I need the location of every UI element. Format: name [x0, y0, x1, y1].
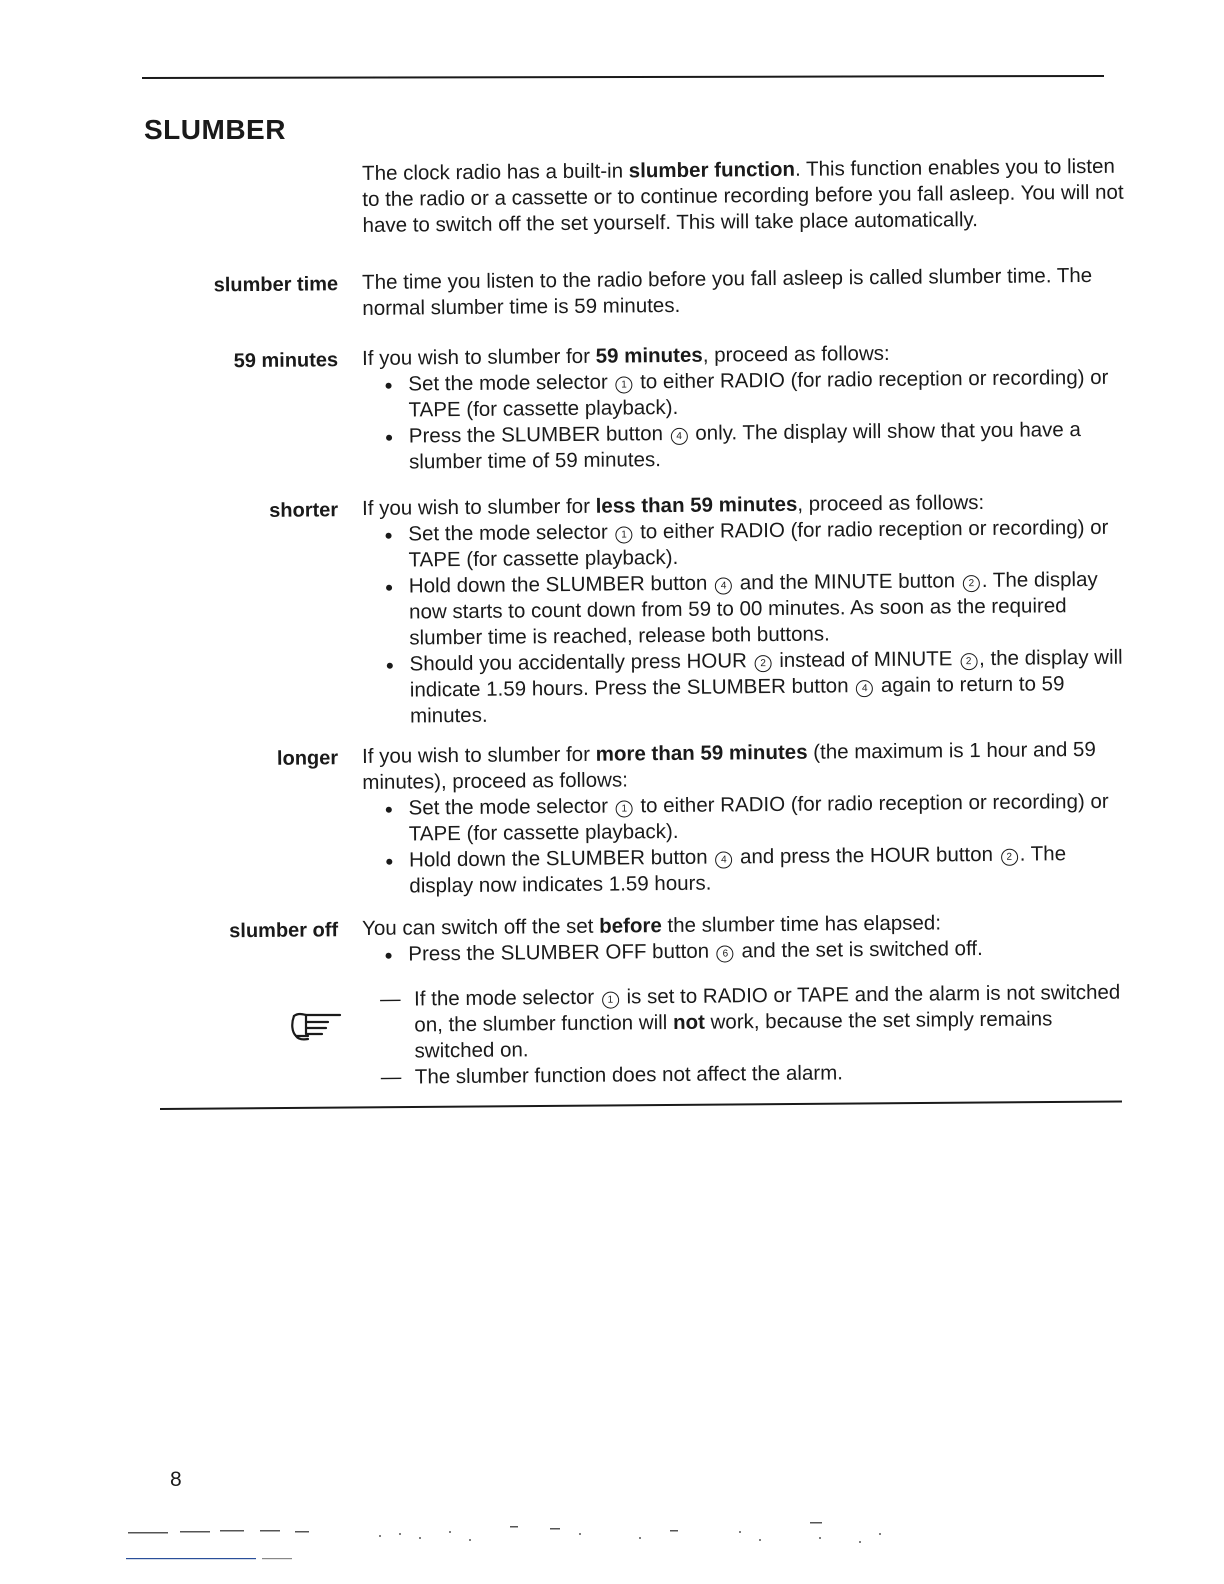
- margin-label-slumber-off: slumber off: [229, 919, 339, 943]
- longer-section: [150, 737, 1131, 902]
- pointing-hand-icon: [288, 1006, 346, 1042]
- slumber-off-section: [150, 909, 1130, 970]
- margin-label-slumber-time: slumber time: [213, 273, 339, 297]
- intro-section: [150, 154, 1131, 241]
- slumber-time-section: [150, 263, 1130, 324]
- note-item: — If the mode selector 1 is set to RADIO or TAPE and the alarm is not switched on, the slumber function will not work, because the set simply remains switched on.: [380, 980, 1131, 1065]
- circled-number-icon: 6: [717, 945, 734, 962]
- list-item: ● Press the SLUMBER OFF button 6 and the set is switched off.: [384, 935, 1130, 968]
- circled-number-icon: 4: [671, 428, 688, 445]
- longer-lead: If you wish to slumber for more than 59 minutes (the maximum is 1 hour and 59 minutes), proceed as follows:: [361, 737, 1096, 794]
- note-item: — The slumber function does not affect the alarm.: [381, 1058, 1131, 1091]
- top-rule: [142, 75, 1104, 79]
- margin-label-shorter: shorter: [269, 499, 339, 522]
- circled-number-icon: 2: [963, 575, 980, 592]
- bottom-rule: [160, 1100, 1122, 1110]
- fifty-nine-lead: If you wish to slumber for 59 minutes, proceed as follows:: [361, 341, 890, 370]
- margin-label-longer: longer: [276, 747, 339, 770]
- page-number: 8: [170, 1468, 182, 1491]
- list-item: ● Hold down the SLUMBER button 4 and the MINUTE button 2 . The display now starts to count down from 59 to 00 minutes. As soon as the required slumber time is reached, release both buttons.: [385, 567, 1132, 652]
- circled-number-icon: 1: [602, 992, 619, 1009]
- circled-number-icon: 4: [715, 851, 732, 868]
- circled-number-icon: 2: [960, 653, 977, 670]
- circled-number-icon: 2: [1001, 849, 1018, 866]
- circled-number-icon: 1: [615, 376, 632, 393]
- margin-label-59-minutes: 59 minutes: [233, 349, 339, 373]
- shorter-section: [150, 489, 1132, 732]
- list-item: ● Should you accidentally press HOUR 2 instead of MINUTE 2 , the display will indicate 1.59 hours. Press the SLUMBER button 4 again to return to 59 minutes.: [385, 645, 1132, 730]
- circled-number-icon: 4: [856, 680, 873, 697]
- intro-text: The clock radio has a built-in slumber function. This function enables you to listen to the radio or a cassette or to continue recording before you fall asleep. You will not have to switch off the set yourself. This will take place automatically.: [361, 154, 1124, 237]
- circled-number-icon: 1: [616, 800, 633, 817]
- shorter-lead: If you wish to slumber for less than 59 minutes, proceed as follows:: [361, 490, 985, 520]
- circled-number-icon: 1: [615, 526, 632, 543]
- circled-number-icon: 4: [715, 577, 732, 594]
- scan-noise: [120, 1520, 900, 1570]
- list-item: ● Set the mode selector 1 to either RADIO (for radio reception or recording) or TAPE (for cassette playback).: [384, 789, 1130, 848]
- circled-number-icon: 2: [755, 655, 772, 672]
- slumber-off-lead: You can switch off the set before the slumber time has elapsed:: [361, 911, 942, 940]
- list-item: ● Hold down the SLUMBER button 4 and press the HOUR button 2 . The display now indicates 1.59 hours.: [385, 841, 1131, 900]
- list-item: ● Press the SLUMBER button 4 only. The display will show that you have a slumber time of 59 minutes.: [385, 417, 1131, 476]
- list-item: ● Set the mode selector 1 to either RADIO (for radio reception or recording) or TAPE (for cassette playback).: [384, 515, 1130, 574]
- page-title: SLUMBER: [144, 114, 286, 145]
- slumber-time-text: The time you listen to the radio before you fall asleep is called slumber time. The normal slumber time is 59 minutes.: [361, 263, 1093, 320]
- list-item: ● Set the mode selector 1 to either RADIO (for radio reception or recording) or TAPE (for cassette playback).: [384, 365, 1130, 424]
- fifty-nine-minutes-section: [150, 339, 1131, 478]
